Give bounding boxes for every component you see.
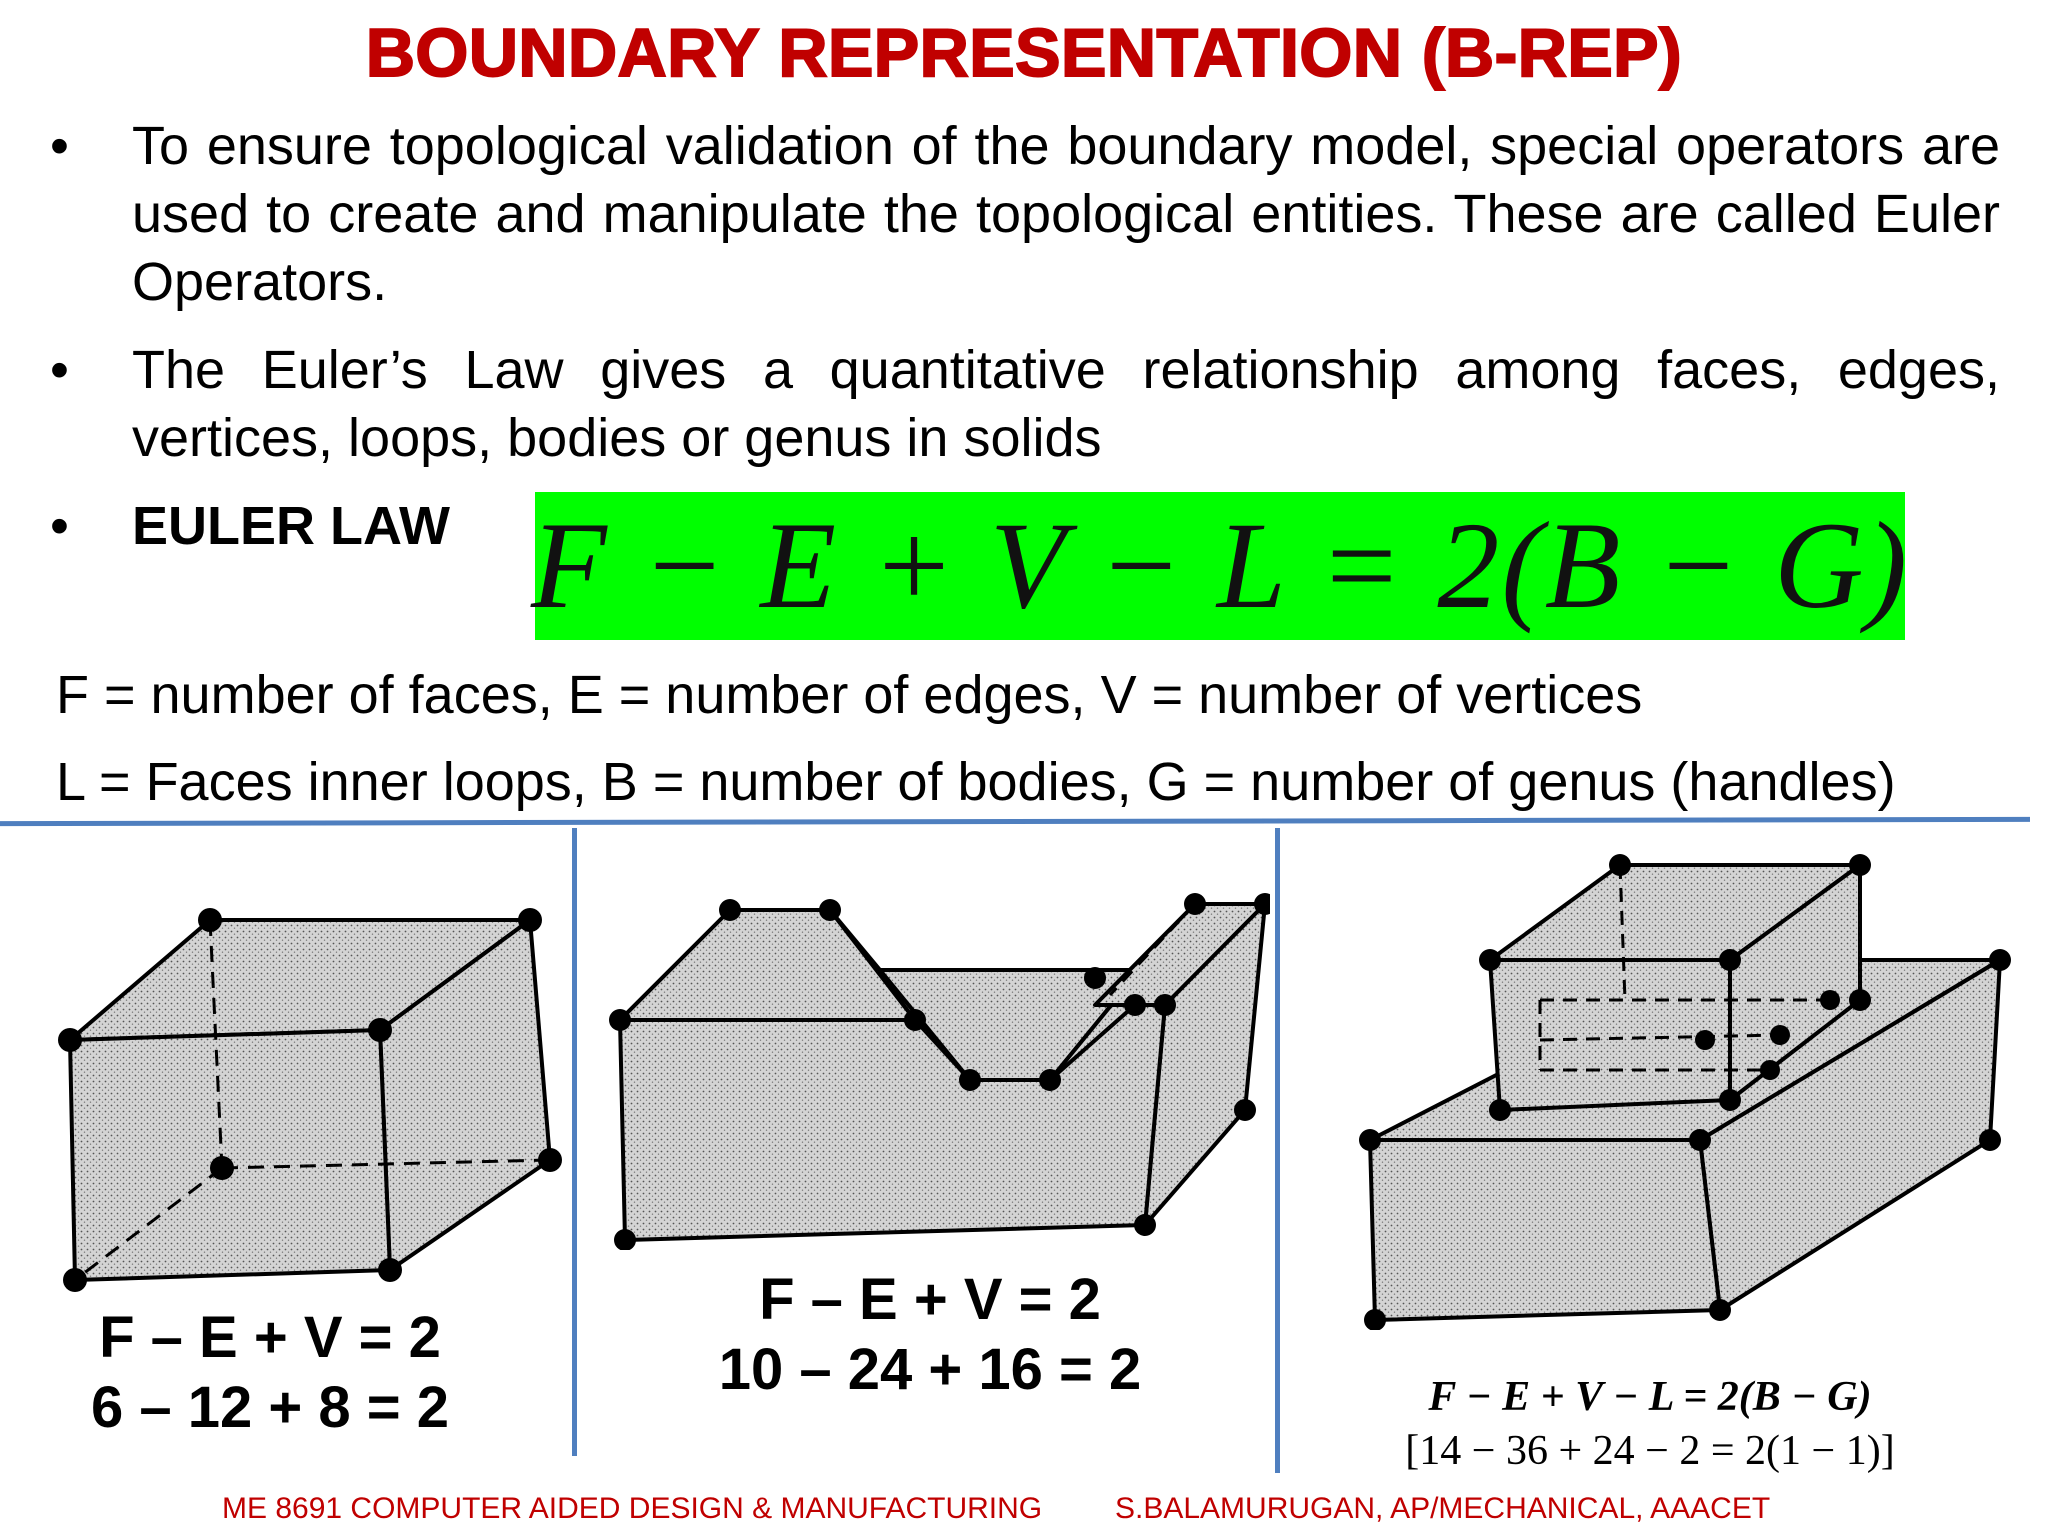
equation-line: [14 − 36 + 24 − 2 = 2(1 − 1)] — [1405, 1428, 1895, 1474]
definition-line-2: L = Faces inner loops, B = number of bodies, G = number of genus (handles) — [56, 752, 1896, 812]
notched-block-euler-equation — [680, 1265, 1180, 1405]
footer-author: S.BALAMURUGAN, AP/MECHANICAL, AAACET — [1115, 1492, 1771, 1525]
bullet-text: To ensure topological validation of the boundary model, special operators are used to create and manipulate the topological entities. These are called Euler Operators. — [132, 116, 2000, 312]
bullet-item — [50, 336, 2000, 472]
equation-line: F − E + V − L = 2(B − G) — [1428, 1374, 1872, 1420]
stacked-blocks-figure — [1300, 840, 2040, 1330]
cube-figure — [50, 900, 570, 1300]
bullet-marker: • — [50, 340, 69, 400]
equation-line: 10 – 24 + 16 = 2 — [718, 1337, 1142, 1402]
equation-line: F – E + V = 2 — [99, 1305, 441, 1370]
equation-line: 6 – 12 + 8 = 2 — [91, 1375, 449, 1440]
euler-law-label: EULER LAW — [132, 496, 450, 556]
definition-line-1: F = number of faces, E = number of edges, V = number of vertices — [56, 665, 1643, 725]
bullet-text: The Euler’s Law gives a quantitative relationship among faces, edges, vertices, loops, bodies or genus in solids — [132, 340, 2000, 468]
notched-block-figure — [600, 880, 1270, 1250]
euler-formula-box — [531, 492, 1909, 640]
vertical-divider — [1275, 828, 1280, 1473]
equation-line: F – E + V = 2 — [759, 1267, 1101, 1332]
horizontal-divider — [0, 817, 2030, 826]
vertical-divider — [572, 828, 577, 1456]
bullet-item — [50, 112, 2000, 316]
bullet-marker: • — [50, 496, 69, 556]
cube-euler-equation — [50, 1303, 490, 1443]
euler-formula: F − E + V − L = 2(B − G) — [531, 497, 1909, 634]
stacked-blocks-euler-equation — [1290, 1370, 2010, 1478]
slide-title: BOUNDARY REPRESENTATION (B-REP) — [365, 15, 1683, 91]
footer-course: ME 8691 COMPUTER AIDED DESIGN & MANUFACTURING — [222, 1492, 1043, 1525]
bullet-marker: • — [50, 116, 69, 176]
